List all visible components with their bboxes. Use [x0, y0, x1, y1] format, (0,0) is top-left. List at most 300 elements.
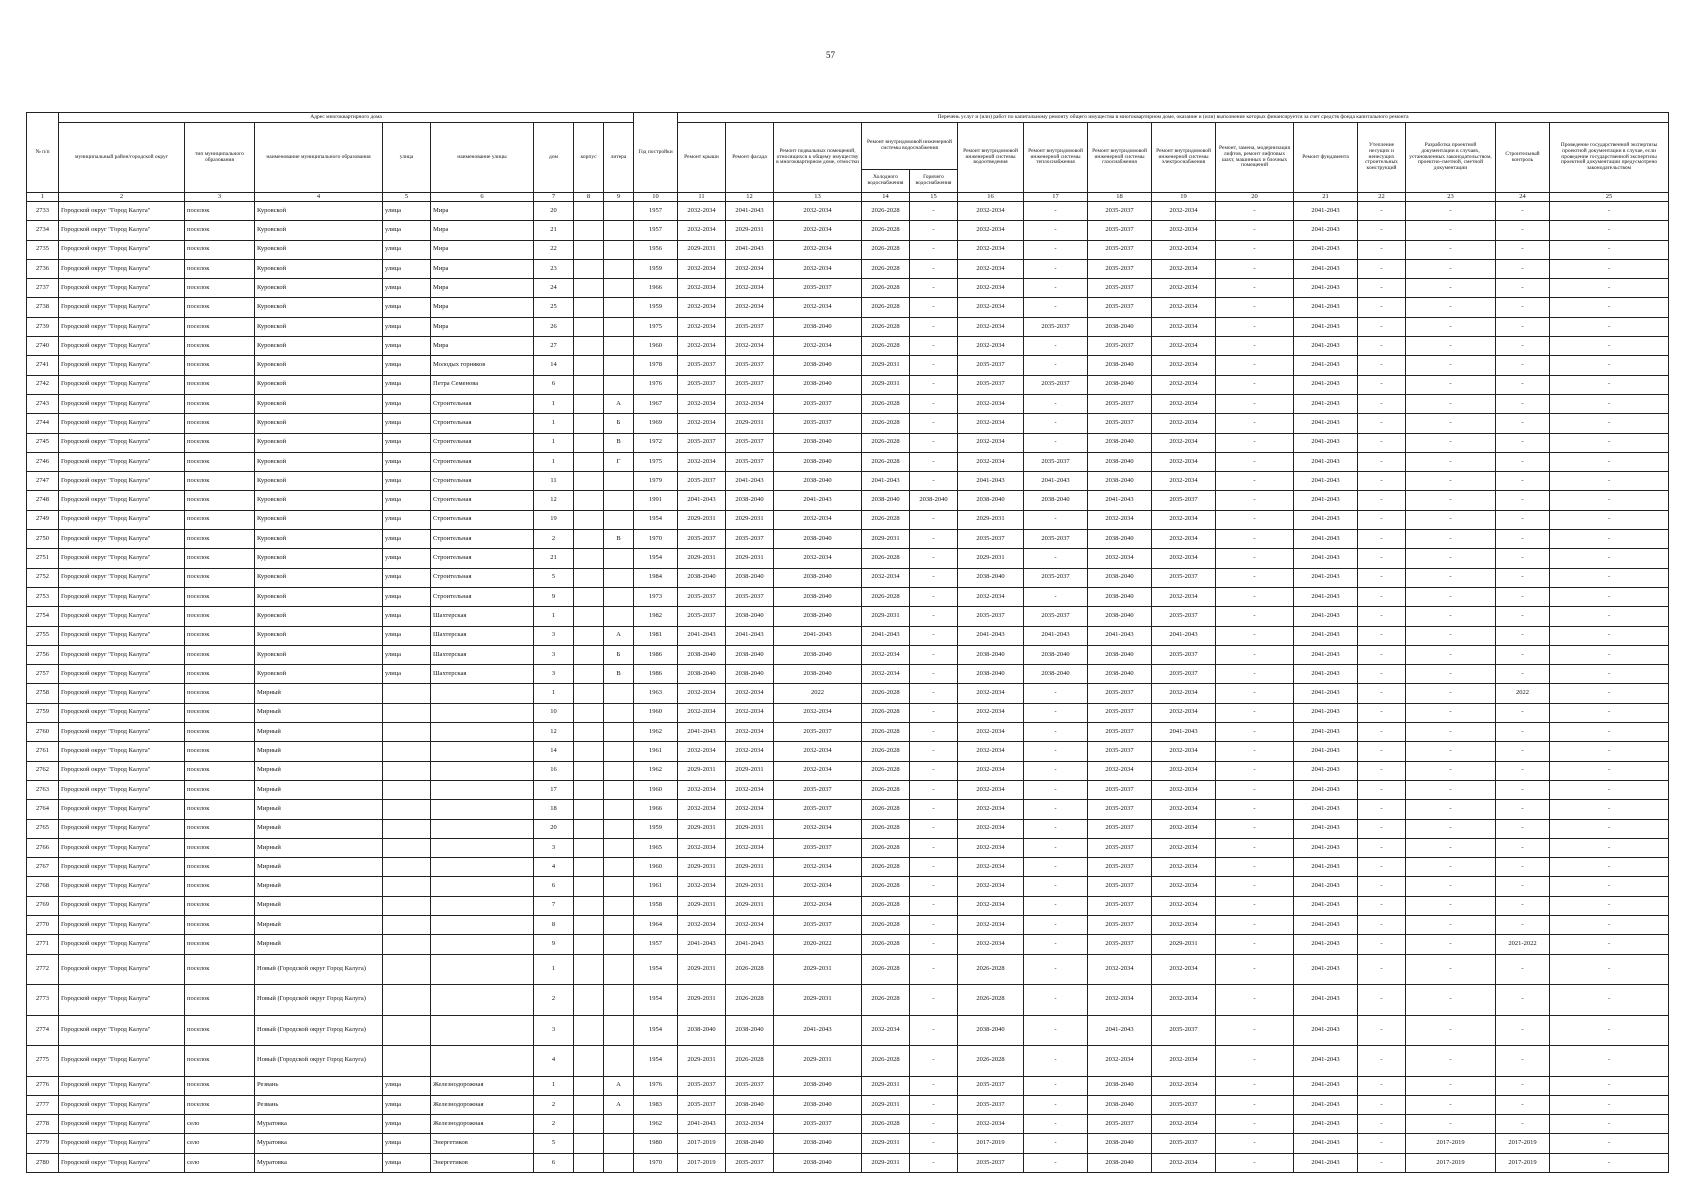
table-cell: Городской округ "Город Калуга" [59, 896, 185, 915]
table-cell: село [185, 1153, 255, 1172]
table-cell: 2029-2031 [862, 530, 910, 549]
table-cell: 2742 [27, 375, 59, 394]
table-cell: 1 [534, 414, 574, 433]
table-cell: 2029-2031 [862, 607, 910, 626]
table-cell: - [1406, 259, 1496, 278]
table-cell: - [1024, 742, 1088, 761]
table-cell: 2041-2043 [1294, 858, 1358, 877]
table-cell: Энергетиков [431, 1134, 534, 1153]
column-number: 2 [59, 193, 185, 202]
table-cell: - [910, 819, 958, 838]
table-cell: - [910, 723, 958, 742]
table-cell: Резвань [255, 1095, 383, 1114]
table-cell: - [910, 1015, 958, 1046]
table-cell: 1956 [634, 240, 678, 259]
table-cell: 2035-2037 [1088, 819, 1152, 838]
table-cell: село [185, 1115, 255, 1134]
column-number: 13 [774, 193, 862, 202]
table-cell: 2029-2031 [862, 375, 910, 394]
table-cell [574, 587, 604, 606]
table-cell [574, 1115, 604, 1134]
table-cell [574, 954, 604, 985]
table-cell [574, 1095, 604, 1114]
table-cell: 2017-2019 [1406, 1134, 1496, 1153]
table-cell: поселок [185, 684, 255, 703]
table-cell: 1959 [634, 819, 678, 838]
table-cell: 2038-2040 [774, 1095, 862, 1114]
table-cell: Шахтерская [431, 645, 534, 664]
table-cell: 2032-2034 [774, 337, 862, 356]
table-cell: 2041-2043 [1294, 742, 1358, 761]
table-cell [431, 858, 534, 877]
table-cell: 2038-2040 [862, 491, 910, 510]
table-cell: Городской округ "Город Калуга" [59, 819, 185, 838]
table-cell: - [1024, 1134, 1088, 1153]
table-cell: 2032-2034 [862, 1015, 910, 1046]
column-number: 12 [726, 193, 774, 202]
table-cell: улица [383, 375, 431, 394]
table-cell: 2029-2031 [726, 549, 774, 568]
table-cell [431, 703, 534, 722]
column-number: 4 [255, 193, 383, 202]
table-cell: - [1406, 800, 1496, 819]
col-header: Ремонт внутридомовой инженерной системы газоснабжения [1088, 123, 1152, 193]
table-cell: 2026-2028 [862, 985, 910, 1016]
table-cell: 1986 [634, 645, 678, 664]
table-cell: 2026-2028 [862, 202, 910, 221]
table-cell: 2038-2040 [1024, 491, 1088, 510]
table-cell: - [1550, 568, 1669, 587]
table-cell: - [910, 838, 958, 857]
table-cell: - [1216, 684, 1294, 703]
table-cell: - [1024, 838, 1088, 857]
table-cell: - [1550, 665, 1669, 684]
table-cell: - [1216, 568, 1294, 587]
table-cell: 2032-2034 [726, 337, 774, 356]
table-cell: 1961 [634, 742, 678, 761]
table-cell: - [1216, 1153, 1294, 1172]
table-cell: 2026-2028 [862, 1115, 910, 1134]
table-cell: 2029-2031 [862, 1076, 910, 1095]
table-cell: улица [383, 414, 431, 433]
table-cell: 2032-2034 [1152, 896, 1216, 915]
table-cell: - [1406, 1095, 1496, 1114]
table-cell: 2775 [27, 1046, 59, 1077]
table-cell: 2032-2034 [1088, 761, 1152, 780]
table-cell: 2032-2034 [958, 414, 1024, 433]
table-cell: 2032-2034 [774, 221, 862, 240]
column-number: 9 [604, 193, 634, 202]
table-cell: 2041-2043 [678, 491, 726, 510]
table-cell: 2032-2034 [774, 510, 862, 529]
table-cell: - [1496, 1115, 1550, 1134]
table-cell: 2032-2034 [774, 858, 862, 877]
table-cell [431, 954, 534, 985]
table-cell: - [1550, 742, 1669, 761]
table-cell: улица [383, 607, 431, 626]
table-cell: 2041-2043 [1152, 723, 1216, 742]
table-cell [604, 240, 634, 259]
table-cell: Куровской [255, 607, 383, 626]
table-cell: Городской округ "Город Калуга" [59, 356, 185, 375]
table-cell: - [910, 1134, 958, 1153]
table-cell: 2038-2040 [1088, 665, 1152, 684]
table-cell: 2038-2040 [1088, 1134, 1152, 1153]
table-cell [383, 1046, 431, 1077]
table-cell: 2026-2028 [862, 858, 910, 877]
table-cell [604, 337, 634, 356]
table-cell: 2029-2031 [678, 858, 726, 877]
table-cell: 1981 [634, 626, 678, 645]
table-cell: - [1550, 896, 1669, 915]
table-cell: 2032-2034 [958, 337, 1024, 356]
table-cell [574, 510, 604, 529]
table-cell: поселок [185, 1015, 255, 1046]
table-cell: 2035-2037 [1024, 568, 1088, 587]
table-cell: Городской округ "Город Калуга" [59, 1153, 185, 1172]
table-cell: 2773 [27, 985, 59, 1016]
table-cell: - [1496, 452, 1550, 471]
table-cell: - [1550, 221, 1669, 240]
table-cell: 2029-2031 [862, 1095, 910, 1114]
table-cell: 2038-2040 [774, 665, 862, 684]
table-cell: 1962 [634, 723, 678, 742]
table-cell: - [1550, 491, 1669, 510]
table-cell: - [1496, 587, 1550, 606]
table-cell: - [1406, 858, 1496, 877]
table-cell: - [1550, 1046, 1669, 1077]
table-cell: 2032-2034 [1152, 684, 1216, 703]
col-header: Ремонт фасада [726, 123, 774, 193]
table-cell [604, 298, 634, 317]
table-cell: 2026-2028 [862, 433, 910, 452]
table-cell: улица [383, 549, 431, 568]
table-cell: В [604, 433, 634, 452]
table-cell: Городской округ "Город Калуга" [59, 1015, 185, 1046]
table-cell: 2041-2043 [1294, 1134, 1358, 1153]
table-cell: Мира [431, 240, 534, 259]
table-cell: - [1216, 896, 1294, 915]
col-header: № п/п [27, 113, 59, 193]
table-cell: 2041-2043 [1294, 626, 1358, 645]
table-cell: Строительная [431, 587, 534, 606]
table-cell: поселок [185, 279, 255, 298]
table-cell: - [1550, 317, 1669, 336]
table-cell: 2041-2043 [1024, 472, 1088, 491]
table-cell: - [1406, 587, 1496, 606]
table-cell: 1958 [634, 896, 678, 915]
table-row [27, 356, 1669, 375]
column-number: 25 [1550, 193, 1669, 202]
col-header: Ремонт фундамента [1294, 123, 1358, 193]
table-cell: - [910, 452, 958, 471]
table-cell: - [1550, 530, 1669, 549]
table-cell: 2029-2031 [678, 1046, 726, 1077]
table-cell: 2041-2043 [774, 491, 862, 510]
table-cell: - [1550, 703, 1669, 722]
table-cell [574, 317, 604, 336]
table-cell: 1 [534, 954, 574, 985]
table-cell: Мирный [255, 703, 383, 722]
table-cell: поселок [185, 452, 255, 471]
col-header: Проведение государственной экспертизы проектной документации в случае, если проведение государственной экспертизы проектной документации предусмотрено законодательством [1550, 123, 1669, 193]
table-cell: - [1358, 954, 1406, 985]
table-cell: 2032-2034 [958, 742, 1024, 761]
table-cell: Строительная [431, 414, 534, 433]
table-cell: 1982 [634, 607, 678, 626]
table-cell: - [1496, 414, 1550, 433]
table-cell: 2032-2034 [958, 819, 1024, 838]
table-cell: 25 [534, 298, 574, 317]
table-cell: 2029-2031 [678, 896, 726, 915]
table-cell: 2035-2037 [1088, 414, 1152, 433]
table-cell: 2038-2040 [1024, 665, 1088, 684]
table-row [27, 452, 1669, 471]
table-cell: Новый (Городской округ Город Калуга) [255, 954, 383, 985]
table-cell [604, 742, 634, 761]
table-cell: - [1406, 645, 1496, 664]
table-body [27, 202, 1669, 1173]
table-cell: - [1406, 684, 1496, 703]
table-cell: - [1358, 858, 1406, 877]
table-cell: - [1496, 530, 1550, 549]
table-cell: - [1496, 298, 1550, 317]
table-cell: 2035-2037 [1088, 858, 1152, 877]
table-cell: 2032-2034 [1152, 742, 1216, 761]
table-cell: - [1496, 819, 1550, 838]
table-cell: Городской округ "Город Калуга" [59, 1134, 185, 1153]
table-cell: 2032-2034 [1152, 202, 1216, 221]
table-cell [604, 510, 634, 529]
table-cell: 2026-2028 [862, 877, 910, 896]
column-number: 16 [958, 193, 1024, 202]
table-cell: - [1358, 202, 1406, 221]
table-cell: поселок [185, 394, 255, 413]
table-cell: - [910, 1046, 958, 1077]
table-cell: 1986 [634, 665, 678, 684]
table-cell: 2038-2040 [678, 665, 726, 684]
table-cell: поселок [185, 414, 255, 433]
table-cell: 2769 [27, 896, 59, 915]
table-cell [574, 221, 604, 240]
table-cell: - [1358, 761, 1406, 780]
table-cell [431, 1046, 534, 1077]
table-cell: 2032-2034 [862, 568, 910, 587]
table-cell: 2032-2034 [958, 915, 1024, 934]
table-cell: Городской округ "Город Калуга" [59, 491, 185, 510]
table-cell: поселок [185, 896, 255, 915]
table-cell: - [1358, 780, 1406, 799]
table-cell: - [1550, 202, 1669, 221]
table-row [27, 1134, 1669, 1153]
table-cell: 2032-2034 [678, 202, 726, 221]
table-cell: 2743 [27, 394, 59, 413]
table-cell: Городской округ "Город Калуга" [59, 452, 185, 471]
table-cell: 2035-2037 [1088, 877, 1152, 896]
table-cell: 2032-2034 [958, 800, 1024, 819]
table-cell: 2032-2034 [1152, 414, 1216, 433]
table-cell: Куровской [255, 356, 383, 375]
table-row [27, 259, 1669, 278]
table-cell: - [1406, 1115, 1496, 1134]
table-cell: - [1496, 838, 1550, 857]
table-cell [574, 915, 604, 934]
table-cell: - [1216, 626, 1294, 645]
table-cell: 2041-2043 [958, 626, 1024, 645]
table-cell: - [1406, 472, 1496, 491]
table-cell: 2740 [27, 337, 59, 356]
table-cell: 2029-2031 [726, 414, 774, 433]
col-header: Ремонт внутридомовой инженерной системы водоотведения [958, 123, 1024, 193]
table-cell [383, 915, 431, 934]
table-cell: - [910, 742, 958, 761]
table-cell: Новый (Городской округ Город Калуга) [255, 1046, 383, 1077]
table-cell: Мира [431, 317, 534, 336]
table-cell: - [1496, 240, 1550, 259]
table-cell: 1978 [634, 356, 678, 375]
table-cell: - [1216, 356, 1294, 375]
table-cell: поселок [185, 1046, 255, 1077]
table-cell: 18 [534, 800, 574, 819]
table-cell: Куровской [255, 279, 383, 298]
table-cell: 2032-2034 [726, 838, 774, 857]
table-cell: - [1358, 472, 1406, 491]
table-cell: 2765 [27, 819, 59, 838]
table-cell: 1975 [634, 452, 678, 471]
table-cell: 2035-2037 [1088, 279, 1152, 298]
table-cell: Муратовка [255, 1115, 383, 1134]
table-cell [604, 985, 634, 1016]
table-cell: Городской округ "Город Калуга" [59, 626, 185, 645]
table-cell: - [910, 645, 958, 664]
table-cell: 2035-2037 [678, 472, 726, 491]
table-cell: 2035-2037 [1088, 800, 1152, 819]
table-cell: 2026-2028 [726, 954, 774, 985]
table-cell: 2038-2040 [1088, 587, 1152, 606]
table-row [27, 896, 1669, 915]
table-cell: 2035-2037 [1088, 259, 1152, 278]
table-cell: - [1406, 221, 1496, 240]
table-cell: - [910, 375, 958, 394]
table-cell: 2032-2034 [678, 703, 726, 722]
table-cell: Городской округ "Город Калуга" [59, 877, 185, 896]
table-cell: - [1496, 472, 1550, 491]
table-cell: - [910, 935, 958, 954]
table-cell: 2032-2034 [1152, 337, 1216, 356]
table-cell: 2029-2031 [678, 954, 726, 985]
table-cell: Городской округ "Город Калуга" [59, 703, 185, 722]
table-cell: 2038-2040 [1088, 530, 1152, 549]
column-number: 22 [1358, 193, 1406, 202]
table-cell: 2029-2031 [678, 985, 726, 1016]
table-cell: - [1358, 877, 1406, 896]
table-cell: - [1496, 375, 1550, 394]
table-cell: 1976 [634, 375, 678, 394]
table-cell: - [1024, 414, 1088, 433]
table-cell: - [1024, 337, 1088, 356]
table-cell: 2748 [27, 491, 59, 510]
table-cell [431, 1015, 534, 1046]
table-cell: 2032-2034 [774, 202, 862, 221]
table-cell: 2764 [27, 800, 59, 819]
table-cell: 2032-2034 [1152, 221, 1216, 240]
table-cell: 2035-2037 [774, 279, 862, 298]
table-cell: 1966 [634, 800, 678, 819]
table-cell: 1991 [634, 491, 678, 510]
table-cell [604, 858, 634, 877]
table-cell: 2038-2040 [1088, 1095, 1152, 1114]
table-cell: Городской округ "Город Калуга" [59, 221, 185, 240]
table-cell: поселок [185, 1095, 255, 1114]
table-cell: - [1406, 394, 1496, 413]
table-cell: Шахтерская [431, 607, 534, 626]
table-cell: - [1216, 1115, 1294, 1134]
table-cell: 2038-2040 [774, 607, 862, 626]
capital-repair-register-table [26, 112, 1669, 1173]
table-cell: 2733 [27, 202, 59, 221]
table-cell: А [604, 626, 634, 645]
table-cell [604, 202, 634, 221]
table-cell [431, 761, 534, 780]
table-cell: - [1550, 259, 1669, 278]
table-cell [383, 985, 431, 1016]
table-cell: улица [383, 645, 431, 664]
table-cell: поселок [185, 665, 255, 684]
table-cell: - [1496, 626, 1550, 645]
table-cell [383, 896, 431, 915]
table-cell: - [1358, 356, 1406, 375]
table-cell: 2032-2034 [726, 298, 774, 317]
table-cell: Куровской [255, 240, 383, 259]
table-cell: 2041-2043 [1294, 780, 1358, 799]
table-cell: 2035-2037 [1088, 703, 1152, 722]
table-cell: 2038-2040 [774, 433, 862, 452]
table-cell: 1961 [634, 877, 678, 896]
table-row [27, 858, 1669, 877]
table-cell: - [910, 587, 958, 606]
table-cell: 2032-2034 [1152, 800, 1216, 819]
table-cell: поселок [185, 985, 255, 1016]
table-cell: - [1024, 549, 1088, 568]
table-cell: - [910, 317, 958, 336]
table-cell: - [1358, 259, 1406, 278]
table-cell: Куровской [255, 221, 383, 240]
table-cell [604, 1115, 634, 1134]
table-cell: 2026-2028 [862, 954, 910, 985]
col-header: Ремонт подвальных помещений, относящихся к общему имуществу в многоквартирном доме, отмостки [774, 123, 862, 193]
table-cell: 2035-2037 [726, 587, 774, 606]
table-cell: 2035-2037 [1088, 298, 1152, 317]
table-cell: 1954 [634, 954, 678, 985]
table-cell: Мирный [255, 761, 383, 780]
table-cell: 2038-2040 [910, 491, 958, 510]
table-cell: 11 [534, 472, 574, 491]
table-cell: 2032-2034 [1152, 1115, 1216, 1134]
table-cell: улица [383, 433, 431, 452]
table-cell: 2759 [27, 703, 59, 722]
table-row [27, 915, 1669, 934]
table-cell: 2032-2034 [678, 838, 726, 857]
table-cell: 22 [534, 240, 574, 259]
table-cell: - [1024, 587, 1088, 606]
table-cell: - [910, 356, 958, 375]
table-cell: Куровской [255, 568, 383, 587]
table-cell: Резвань [255, 1076, 383, 1095]
table-cell: - [1216, 1095, 1294, 1114]
table-cell [574, 394, 604, 413]
table-cell: - [1406, 530, 1496, 549]
table-cell [604, 800, 634, 819]
